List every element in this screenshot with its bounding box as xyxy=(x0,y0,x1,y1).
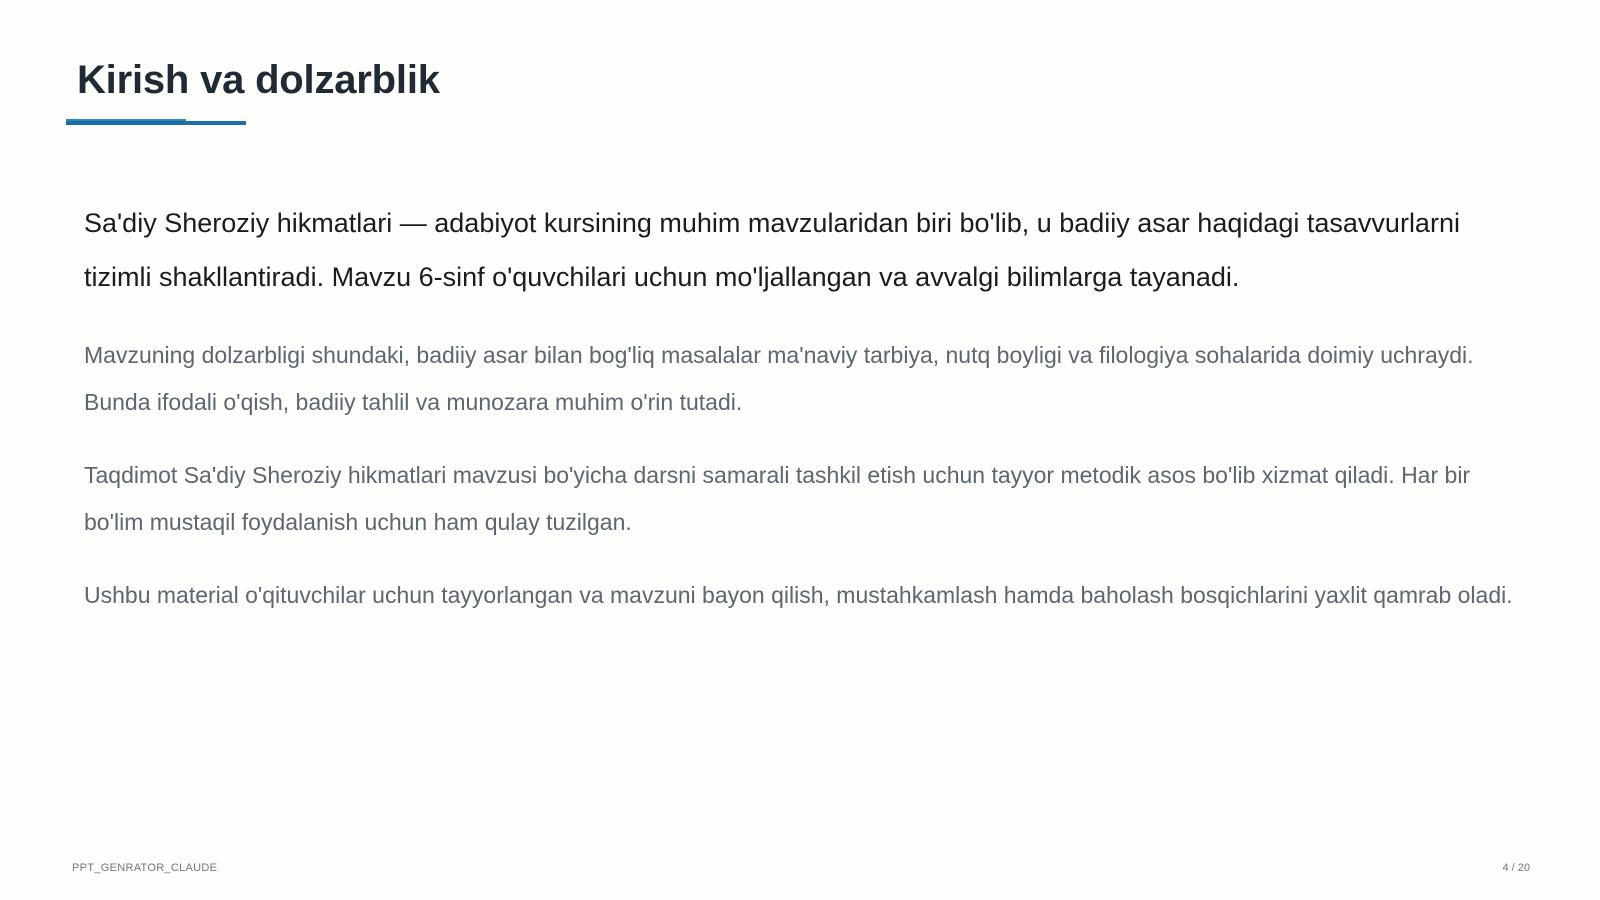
body-paragraph-3: Ushbu material o'qituvchilar uchun tayyorlangan va mavzuni bayon qilish, mustahkamlash hamda baholash bosqichlarini yaxlit qamrab oladi. xyxy=(84,582,1513,608)
title-underline xyxy=(66,121,246,125)
title-underline-accent xyxy=(66,119,186,121)
slide-content xyxy=(84,196,1524,645)
body-paragraph-2: Taqdimot Sa'diy Sheroziy hikmatlari mavzusi bo'yicha darsni samarali tashkil etish uchun tayyor metodik asos bo'lib xizmat qiladi. Har bir bo'lim mustaqil foydalanish uchun ham qulay tuzilgan. xyxy=(84,462,1471,535)
slide-title: Kirish va dolzarblik xyxy=(77,58,440,102)
body-paragraph-1: Mavzuning dolzarbligi shundaki, badiiy asar bilan bog'liq masalalar ma'naviy tarbiya, nutq boyligi va filologiya sohalarida doimiy uchraydi. Bunda ifodali o'qish, badiiy tahlil va munozara muhim o'rin tutadi. xyxy=(84,342,1474,415)
lead-paragraph: Sa'diy Sheroziy hikmatlari — adabiyot kursining muhim mavzularidan biri bo'lib, u badiiy asar haqidagi tasavvurlarni tizimli shakllantiradi. Mavzu 6-sinf o'quvchilari uchun mo'ljallangan va avvalgi bilimlarga tayanadi. xyxy=(84,208,1460,292)
footer-source: PPT_GENRATOR_CLAUDE xyxy=(72,862,218,874)
page-number: 4 / 20 xyxy=(1502,862,1530,874)
